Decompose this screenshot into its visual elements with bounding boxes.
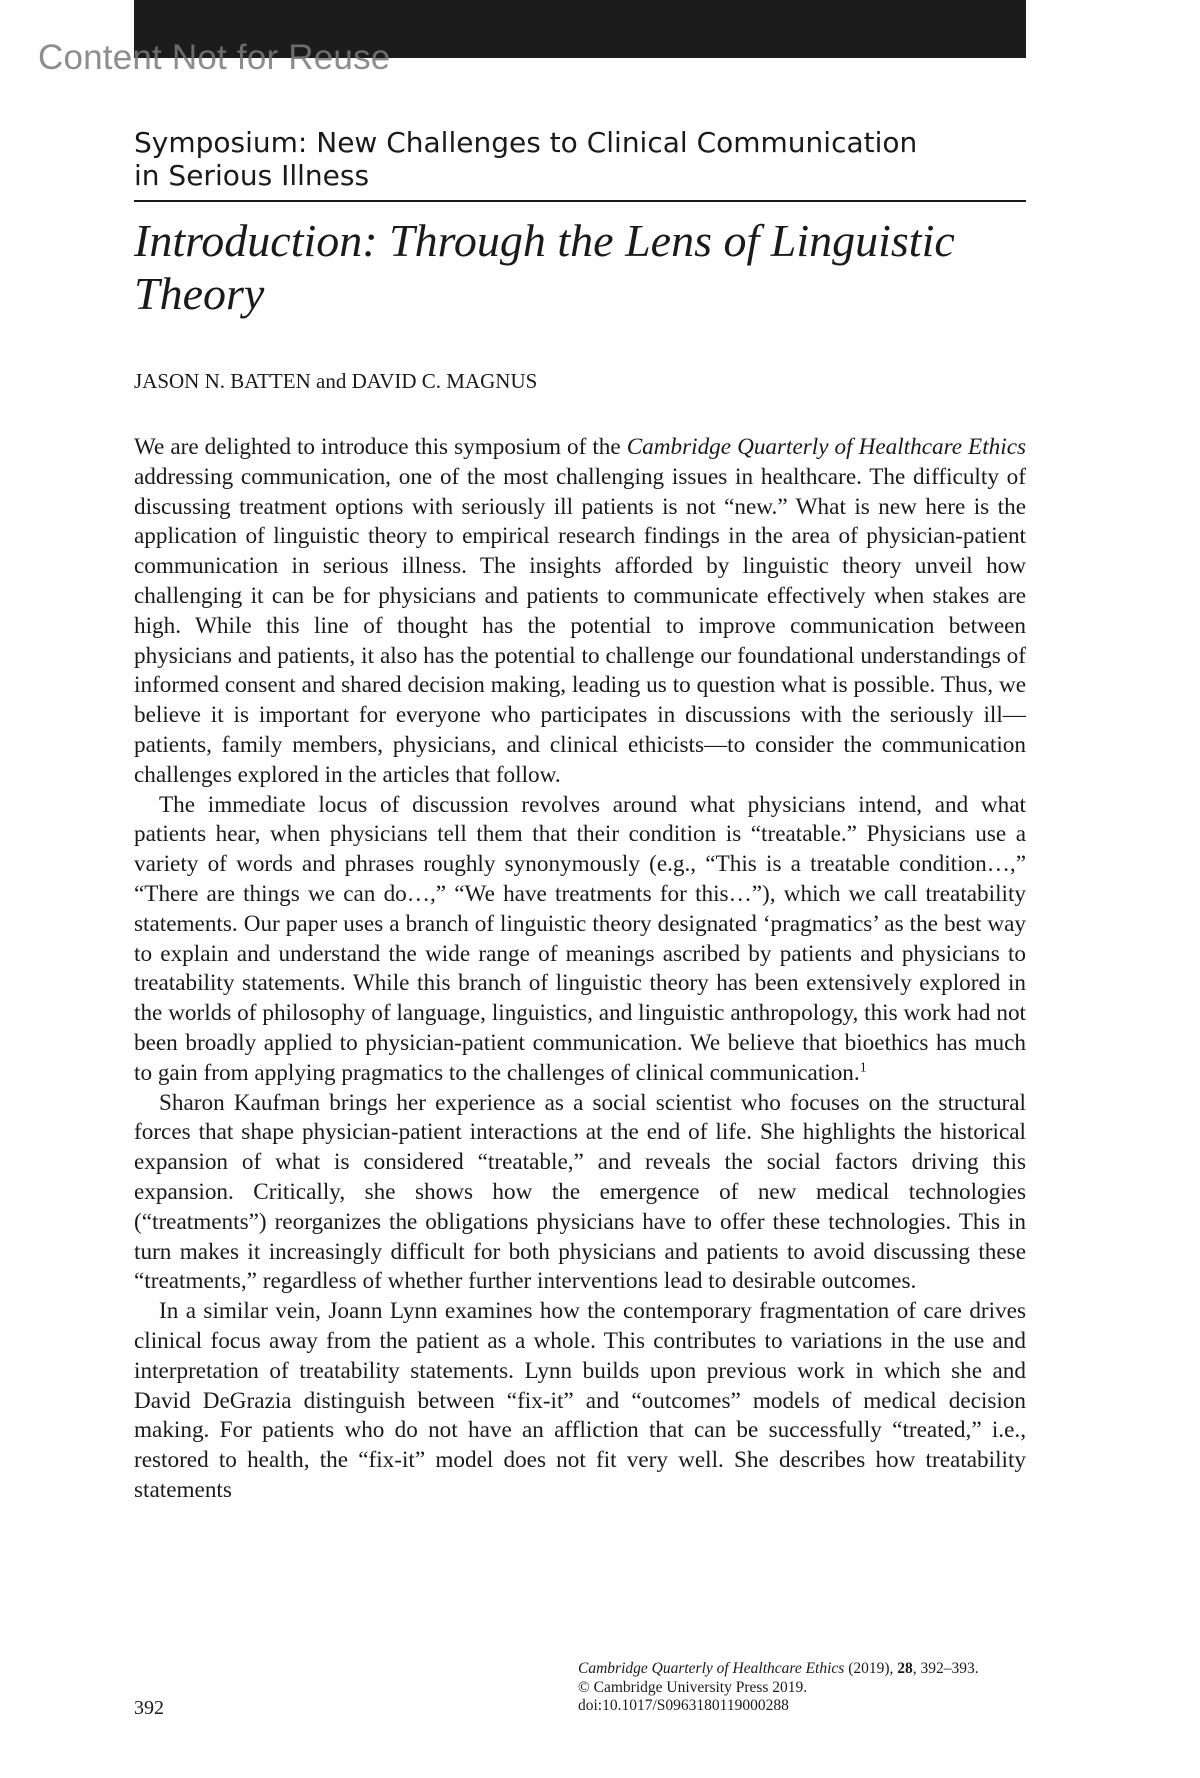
page-number: 392 xyxy=(134,1697,164,1719)
section-heading xyxy=(134,126,1026,192)
doi-line[interactable]: doi:10.1017/S0963180119000288 xyxy=(578,1697,789,1714)
copyright-line: © Cambridge University Press 2019. xyxy=(578,1678,808,1696)
paragraph-3: Sharon Kaufman brings her experience as a social scientist who focuses on the structural forces that shape physician-patient interactions at the end of life. She highlights the historical expansion of what is considered “treatable,” and reveals the social factors driving this expansion. Critically, she shows how the emergence of new medical technologies (“treatments”) reorganizes the obligations physicians have to offer these technologies. This in turn makes it increasingly difficult for both physicians and patients to avoid discussing these “treatments,” regardless of whether further interventions lead to desirable outcomes. xyxy=(134,1089,1026,1295)
paragraph-1-rest: addressing communication, one of the most challenging issues in healthcare. The difficulty of discussing treatment options with seriously ill patients is not “new.” What is new here is the application of linguistic theory to empirical research findings in the area of physician-patient communication in serious illness. The insights afforded by linguistic theory unveil how challenging it can be for physicians and patients to communicate effectively when stakes are high. While this line of thought has the potential to improve communication between physicians and patients, it also has the potential to challenge our foundational understandings of informed consent and shared decision making, leading us to question what is possible. Thus, we believe it is important for everyone who participates in discussions with the seriously ill—patients, family members, physicians, and clinical ethicists—to consider the communication challenges explored in the articles that follow. xyxy=(134,463,1026,788)
section-heading-line-1: Symposium: New Challenges to Clinical Communication xyxy=(134,126,918,159)
journal-name-inline: Cambridge Quarterly of Healthcare Ethics xyxy=(626,434,1027,460)
watermark: Content Not for Reuse xyxy=(38,38,391,77)
citation-journal: Cambridge Quarterly of Healthcare Ethics xyxy=(578,1660,845,1677)
paragraph-1-start: We are delighted to introduce this symposium of the xyxy=(134,434,627,460)
footnote-marker[interactable]: 1 xyxy=(859,1060,867,1075)
article-title xyxy=(134,214,1026,320)
article-title-line-1: Introduction: Through the Lens of Linguistic xyxy=(134,215,955,266)
footer-citation xyxy=(578,1660,1028,1716)
author-line: JASON N. BATTEN and DAVID C. MAGNUS xyxy=(134,369,538,393)
paragraph-4: In a similar vein, Joann Lynn examines how the contemporary fragmentation of care drives clinical focus away from the patient as a whole. This contributes to variations in the use and interpretation of treatability statements. Lynn builds upon previous work in which she and David DeGrazia distinguish between “fix-it” and “outcomes” models of medical decision making. For patients who do not have an affliction that can be successfully “treated,” i.e., restored to health, the “fix-it” model does not fit very well. She describes how treatability statements xyxy=(134,1298,1026,1503)
paragraph-2 xyxy=(134,791,1026,1089)
paragraph-2-text: The immediate locus of discussion revolves around what physicians intend, and what patients hear, when physicians tell them that their condition is “treatable.” Physicians use a variety of words and phrases roughly synonymously (e.g., “This is a treatable condition…,” “There are things we can do…,” “We have treatments for this…”), which we call treatability statements. Our paper uses a branch of linguistic theory designated ‘pragmatics’ as the best way to explain and understand the wide range of meanings ascribed by patients and physicians to treatability statements. While this branch of linguistic theory has been extensively explored in the worlds of philosophy of language, linguistics, and linguistic anthropology, this work had not been broadly applied to physician-patient communication. We believe that bioethics has much to gain from applying pragmatics to the challenges of clinical communication. xyxy=(134,791,1026,1086)
citation-pages: , 392–393. xyxy=(912,1660,979,1677)
citation-volume: 28 xyxy=(897,1660,913,1677)
heading-rule xyxy=(134,200,1026,202)
article-body xyxy=(134,433,1026,1506)
citation-year: (2019), xyxy=(844,1660,898,1677)
section-heading-line-2: in Serious Illness xyxy=(134,159,370,192)
paragraph-1 xyxy=(134,433,1026,791)
article-title-line-2: Theory xyxy=(134,268,265,319)
citation-line xyxy=(578,1660,1028,1679)
